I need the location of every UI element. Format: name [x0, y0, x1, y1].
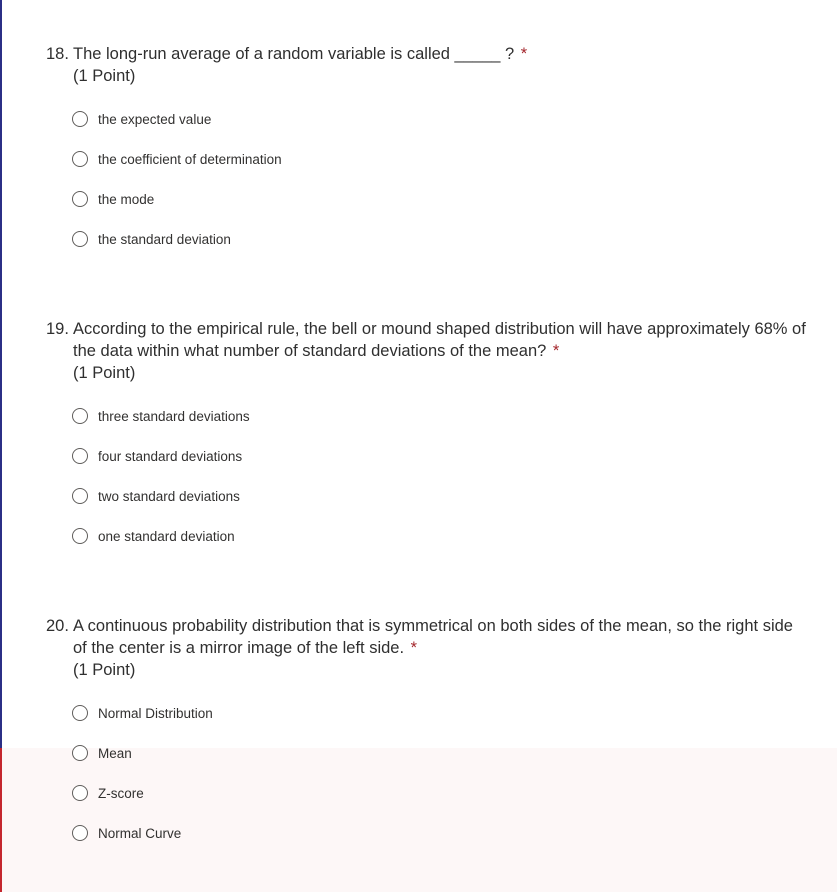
- option-label: the standard deviation: [98, 231, 231, 247]
- question-text: The long-run average of a random variable is called _____ ?: [73, 45, 515, 63]
- option-label: Mean: [98, 745, 132, 761]
- radio-button[interactable]: [72, 231, 88, 247]
- question-header: [46, 615, 806, 659]
- question-header: [46, 318, 806, 362]
- question-18: [46, 43, 806, 259]
- question-19: [46, 318, 806, 556]
- option-one-standard-deviation[interactable]: [72, 516, 806, 556]
- option-two-standard-deviations[interactable]: [72, 476, 806, 516]
- radio-button[interactable]: [72, 191, 88, 207]
- question-header: [46, 43, 806, 65]
- option-the-mode[interactable]: [72, 179, 806, 219]
- option-label: three standard deviations: [98, 408, 250, 424]
- option-label: four standard deviations: [98, 448, 243, 464]
- radio-button[interactable]: [72, 111, 88, 127]
- radio-button[interactable]: [72, 705, 88, 721]
- radio-button[interactable]: [72, 488, 88, 504]
- required-asterisk: *: [410, 639, 418, 657]
- question-20: [46, 615, 806, 853]
- radio-button[interactable]: [72, 448, 88, 464]
- option-mean[interactable]: [72, 733, 806, 773]
- radio-button[interactable]: [72, 825, 88, 841]
- radio-button[interactable]: [72, 528, 88, 544]
- option-label: one standard deviation: [98, 528, 235, 544]
- option-three-standard-deviations[interactable]: [72, 396, 806, 436]
- option-label: the expected value: [98, 111, 212, 127]
- options-group: [46, 396, 806, 556]
- left-accent-rail: [0, 0, 2, 748]
- question-number: 20.: [46, 617, 69, 635]
- option-normal-curve[interactable]: [72, 813, 806, 853]
- question-points: (1 Point): [73, 67, 136, 85]
- radio-button[interactable]: [72, 151, 88, 167]
- option-label: two standard deviations: [98, 488, 240, 504]
- question-text: A continuous probability distribution that is symmetrical on both sides of the mean, so the right side of the center is a mirror image of the left side.: [73, 617, 793, 657]
- question-number: 18.: [46, 45, 69, 63]
- question-number: 19.: [46, 320, 69, 338]
- option-the-expected-value[interactable]: [72, 99, 806, 139]
- question-text: According to the empirical rule, the bell or mound shaped distribution will have approximately 68% of the data within what number of standard deviations of the mean?: [73, 320, 806, 360]
- option-z-score[interactable]: [72, 773, 806, 813]
- required-asterisk: *: [520, 45, 528, 63]
- option-normal-distribution[interactable]: [72, 693, 806, 733]
- radio-button[interactable]: [72, 408, 88, 424]
- question-points: (1 Point): [73, 661, 136, 679]
- option-label: Normal Distribution: [98, 705, 213, 721]
- option-label: the coefficient of determination: [98, 151, 282, 167]
- option-label: Z-score: [98, 785, 144, 801]
- radio-button[interactable]: [72, 745, 88, 761]
- question-points: (1 Point): [73, 364, 136, 382]
- option-the-standard-deviation[interactable]: [72, 219, 806, 259]
- options-group: [46, 693, 806, 853]
- radio-button[interactable]: [72, 785, 88, 801]
- option-four-standard-deviations[interactable]: [72, 436, 806, 476]
- option-label: the mode: [98, 191, 155, 207]
- option-the-coefficient-of-determination[interactable]: [72, 139, 806, 179]
- options-group: [46, 99, 806, 259]
- option-label: Normal Curve: [98, 825, 182, 841]
- required-asterisk: *: [552, 342, 560, 360]
